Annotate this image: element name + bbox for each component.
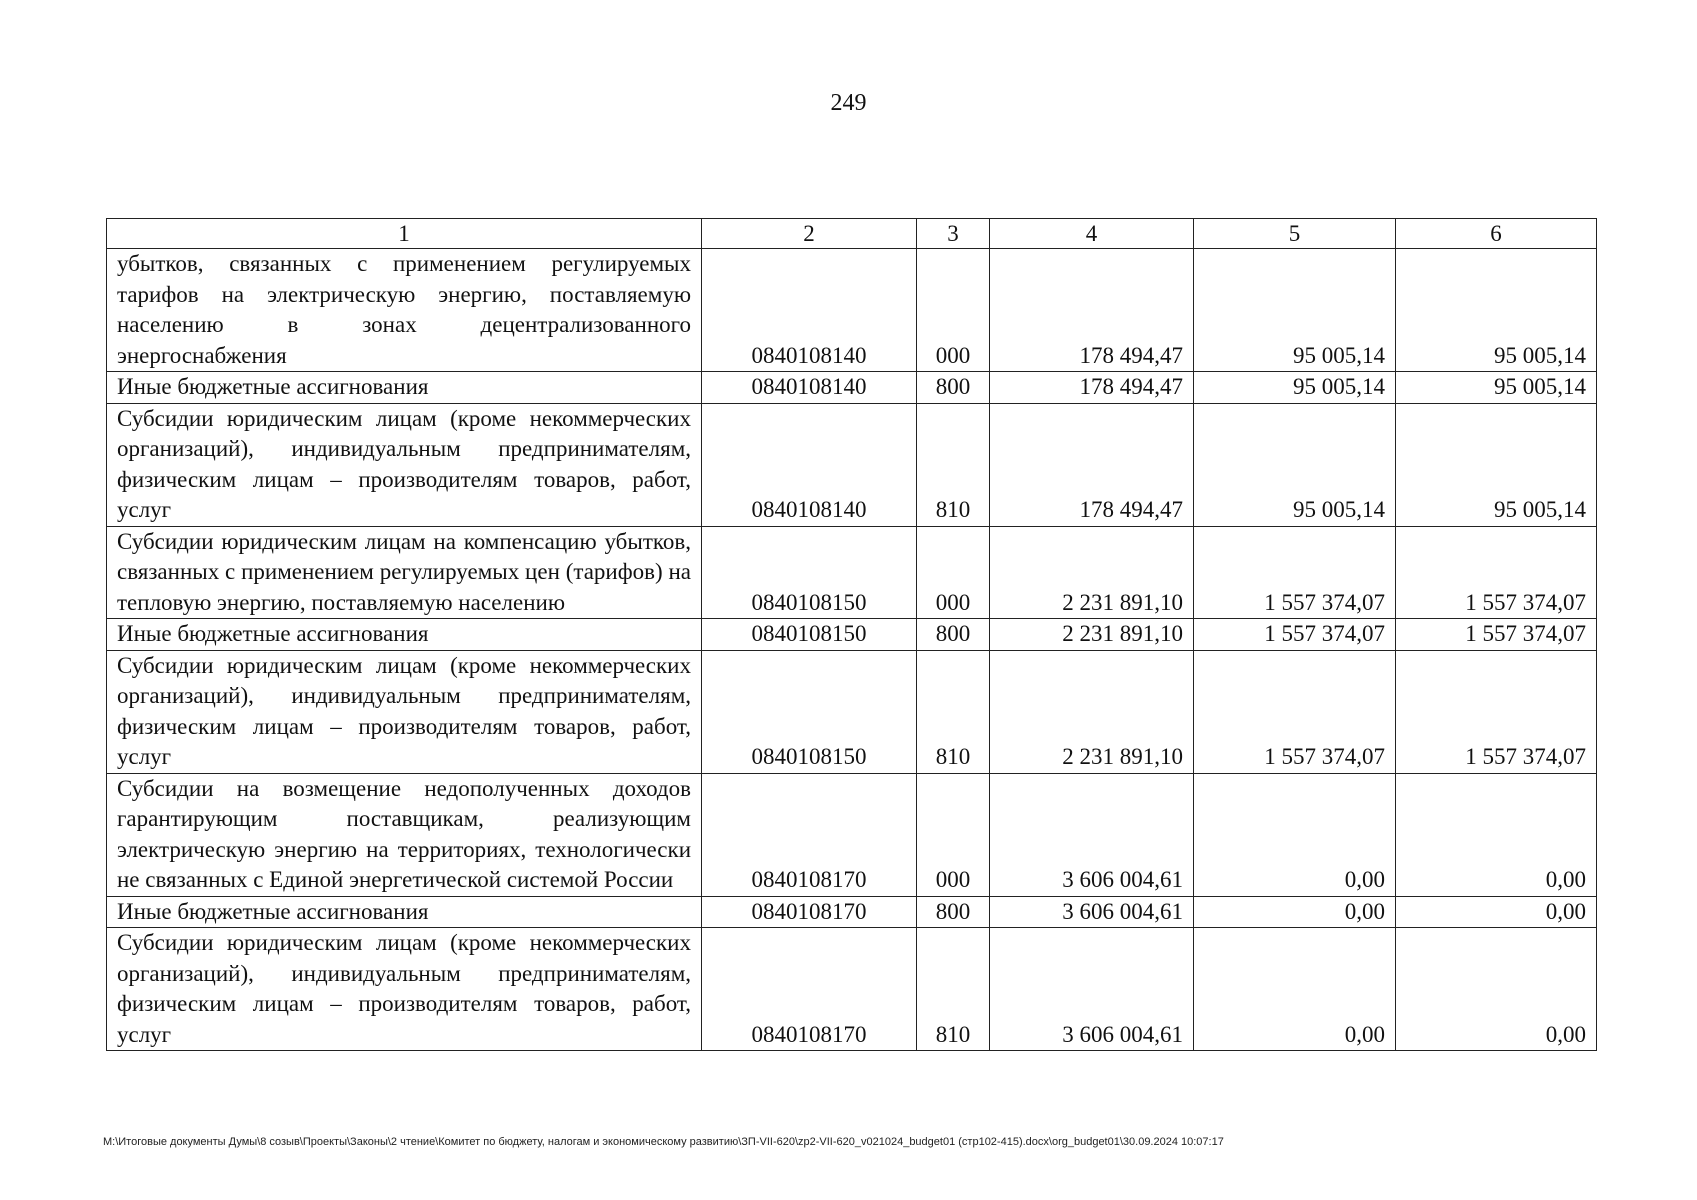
target-article-code: 0840108150: [702, 650, 917, 773]
table-row: [107, 526, 1597, 619]
column-header: 1: [107, 219, 702, 249]
amount-col4: 2 231 891,10: [990, 526, 1194, 619]
amount-col6: 1 557 374,07: [1396, 619, 1597, 651]
column-header: 5: [1194, 219, 1396, 249]
amount-col4: 178 494,47: [990, 403, 1194, 526]
table-header-row: [107, 219, 1597, 249]
target-article-code: 0840108170: [702, 896, 917, 928]
amount-col5: 1 557 374,07: [1194, 619, 1396, 651]
column-header: 3: [917, 219, 990, 249]
expense-kind-code: 810: [917, 928, 990, 1051]
amount-col6: 0,00: [1396, 773, 1597, 896]
page-number: 249: [830, 90, 867, 116]
expense-kind-code: 000: [917, 773, 990, 896]
target-article-code: 0840108150: [702, 526, 917, 619]
amount-col6: 1 557 374,07: [1396, 526, 1597, 619]
expense-kind-code: 800: [917, 896, 990, 928]
expense-kind-code: 810: [917, 650, 990, 773]
amount-col5: 0,00: [1194, 773, 1396, 896]
amount-col6: 95 005,14: [1396, 403, 1597, 526]
amount-col5: 0,00: [1194, 896, 1396, 928]
row-description: Иные бюджетные ассигнования: [107, 896, 702, 928]
amount-col5: 95 005,14: [1194, 403, 1396, 526]
expense-kind-code: 000: [917, 249, 990, 372]
document-path-footer: M:\Итоговые документы Думы\8 созыв\Проекты\Законы\2 чтение\Комитет по бюджету, налогам и экономическому развитию\ЗП-VII-620\zp2-VII-620_v021024_budget01 (стр102-415).docx\org_budget01\30.09.2024 10:07:17: [103, 1136, 1224, 1148]
expense-kind-code: 800: [917, 372, 990, 404]
column-header: 4: [990, 219, 1194, 249]
amount-col4: 3 606 004,61: [990, 773, 1194, 896]
amount-col5: 0,00: [1194, 928, 1396, 1051]
amount-col6: 0,00: [1396, 928, 1597, 1051]
expense-kind-code: 800: [917, 619, 990, 651]
target-article-code: 0840108170: [702, 773, 917, 896]
table-row: [107, 619, 1597, 651]
row-description: Субсидии юридическим лицам на компенсацию убытков, связанных с применением регулируемых цен (тарифов) на тепловую энергию, поставляемую населению: [107, 526, 702, 619]
expense-kind-code: 000: [917, 526, 990, 619]
amount-col4: 178 494,47: [990, 249, 1194, 372]
amount-col4: 2 231 891,10: [990, 619, 1194, 651]
amount-col5: 1 557 374,07: [1194, 650, 1396, 773]
column-header: 6: [1396, 219, 1597, 249]
row-description: Субсидии юридическим лицам (кроме некоммерческих организаций), индивидуальным предпринимателям, физическим лицам – производителям товаров, работ, услуг: [107, 403, 702, 526]
amount-col4: 3 606 004,61: [990, 896, 1194, 928]
table-row: [107, 773, 1597, 896]
amount-col5: 95 005,14: [1194, 249, 1396, 372]
row-description: убытков, связанных с применением регулируемых тарифов на электрическую энергию, поставляемую населению в зонах децентрализованного энергоснабжения: [107, 249, 702, 372]
target-article-code: 0840108140: [702, 372, 917, 404]
column-header: 2: [702, 219, 917, 249]
table-row: [107, 372, 1597, 404]
row-description: Субсидии на возмещение недополученных доходов гарантирующим поставщикам, реализующим электрическую энергию на территориях, технологически не связанных с Единой энергетической системой России: [107, 773, 702, 896]
target-article-code: 0840108140: [702, 249, 917, 372]
amount-col6: 95 005,14: [1396, 372, 1597, 404]
row-description: Иные бюджетные ассигнования: [107, 372, 702, 404]
target-article-code: 0840108170: [702, 928, 917, 1051]
table-row: [107, 896, 1597, 928]
amount-col4: 3 606 004,61: [990, 928, 1194, 1051]
budget-table: [106, 218, 1597, 1051]
amount-col5: 1 557 374,07: [1194, 526, 1396, 619]
amount-col6: 0,00: [1396, 896, 1597, 928]
table-row: [107, 928, 1597, 1051]
row-description: Субсидии юридическим лицам (кроме некоммерческих организаций), индивидуальным предпринимателям, физическим лицам – производителям товаров, работ, услуг: [107, 650, 702, 773]
amount-col6: 95 005,14: [1396, 249, 1597, 372]
expense-kind-code: 810: [917, 403, 990, 526]
table-row: [107, 650, 1597, 773]
amount-col5: 95 005,14: [1194, 372, 1396, 404]
amount-col6: 1 557 374,07: [1396, 650, 1597, 773]
amount-col4: 2 231 891,10: [990, 650, 1194, 773]
target-article-code: 0840108150: [702, 619, 917, 651]
table-row: [107, 249, 1597, 372]
amount-col4: 178 494,47: [990, 372, 1194, 404]
row-description: Субсидии юридическим лицам (кроме некоммерческих организаций), индивидуальным предпринимателям, физическим лицам – производителям товаров, работ, услуг: [107, 928, 702, 1051]
target-article-code: 0840108140: [702, 403, 917, 526]
table-row: [107, 403, 1597, 526]
row-description: Иные бюджетные ассигнования: [107, 619, 702, 651]
